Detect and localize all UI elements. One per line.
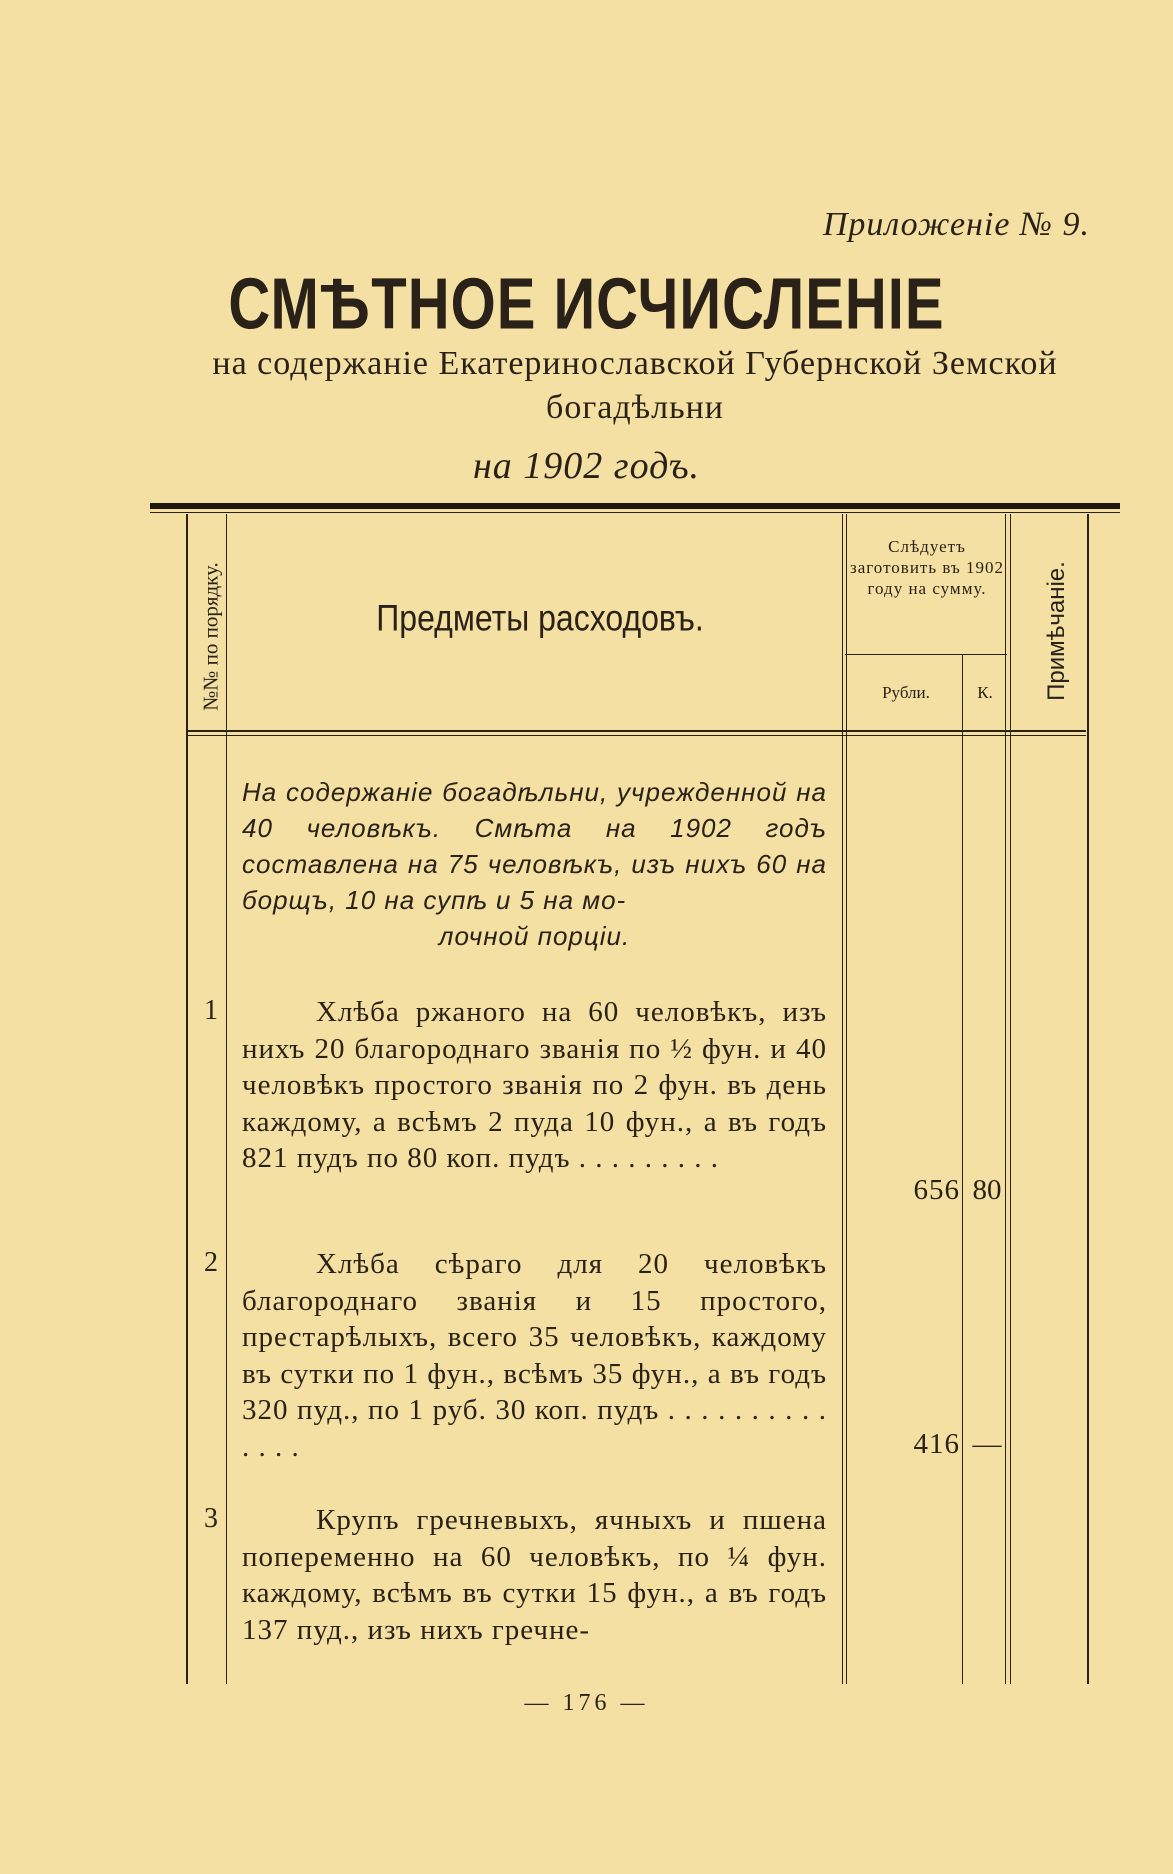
items-column-divider [842,514,843,1684]
row-text: Хлѣба сѣраго для 20 человѣкъ благороднаго званія и 15 простого, престарѣлыхъ, всего 35 человѣкъ, каждому въ сутки по 1 фун., всѣмъ 35 фун., а въ годъ 320 пуд., по 1 руб. 30 коп. пудъ . . . . . . . . . . . . . . [242,1248,827,1463]
row-number: 3 [204,1503,218,1534]
header-bottom-rule-2 [186,735,1086,736]
sum-column-divider [1005,514,1006,1684]
row-rubles: 656 [913,1174,960,1206]
column-header-kopecks: К. [977,683,993,702]
document-subtitle: на содержаніе Екатеринославской Губернской Земской богадѣльни [212,345,1058,426]
rub-kop-divider [962,654,963,1684]
appendix-label: Приложеніе № 9. [822,206,1090,243]
page-number: — 176 — [524,1690,649,1716]
intro-last-line: лочной порціи. [438,921,631,951]
row-rubles: 416 [913,1428,960,1460]
column-header-rubles: Рубли. [882,683,930,702]
items-column-divider-2 [846,514,847,1684]
header-bottom-rule [186,730,1086,732]
column-header-sum: Слѣдуетъ заготовить въ 1902 году на сумму. [850,537,1004,598]
document-year: на 1902 годъ. [472,445,701,487]
row-number: 1 [204,995,218,1026]
row-text: Хлѣба ржаного на 60 человѣкъ, изъ нихъ 20 благороднаго званія по ½ фун. и 40 человѣкъ простого званія по 2 фун. въ день каждому, а всѣмъ 2 пуда 10 фун., а въ годъ 821 пудъ по 80 коп. пудъ . . . . . . . . . [242,996,827,1174]
intro-paragraph [242,774,827,954]
row-text: Крупъ гречневыхъ, ячныхъ и пшена попеременно на 60 человѣкъ, по ¼ фун. каждому, всѣмъ въ сутки 15 фун., а въ годъ 137 пуд., изъ нихъ гречне- [242,1504,827,1646]
column-header-number: №№ по порядку. [198,561,223,711]
row-kopecks: 80 [972,1174,1002,1206]
row-kopecks: — [972,1428,1002,1460]
row-number: 2 [204,1247,218,1278]
document-title: СМѢТНОЕ ИСЧИСЛЕНІЕ [228,263,945,345]
top-thin-rule [150,512,1120,513]
sum-subheader-rule [845,654,1007,655]
column-header-note: Примѣчаніе. [1043,561,1071,701]
column-header-items: Предметы расходовъ. [376,597,704,639]
top-thick-rule [150,503,1120,509]
sum-column-divider-2 [1010,514,1011,1684]
intro-body: На содержаніе богадѣльни, учрежденной на 40 человѣкъ. Смѣта на 1902 годъ составлена на 75 человѣкъ, изъ нихъ 60 на борщъ, 10 на супѣ и 5 на мо- [242,777,827,915]
